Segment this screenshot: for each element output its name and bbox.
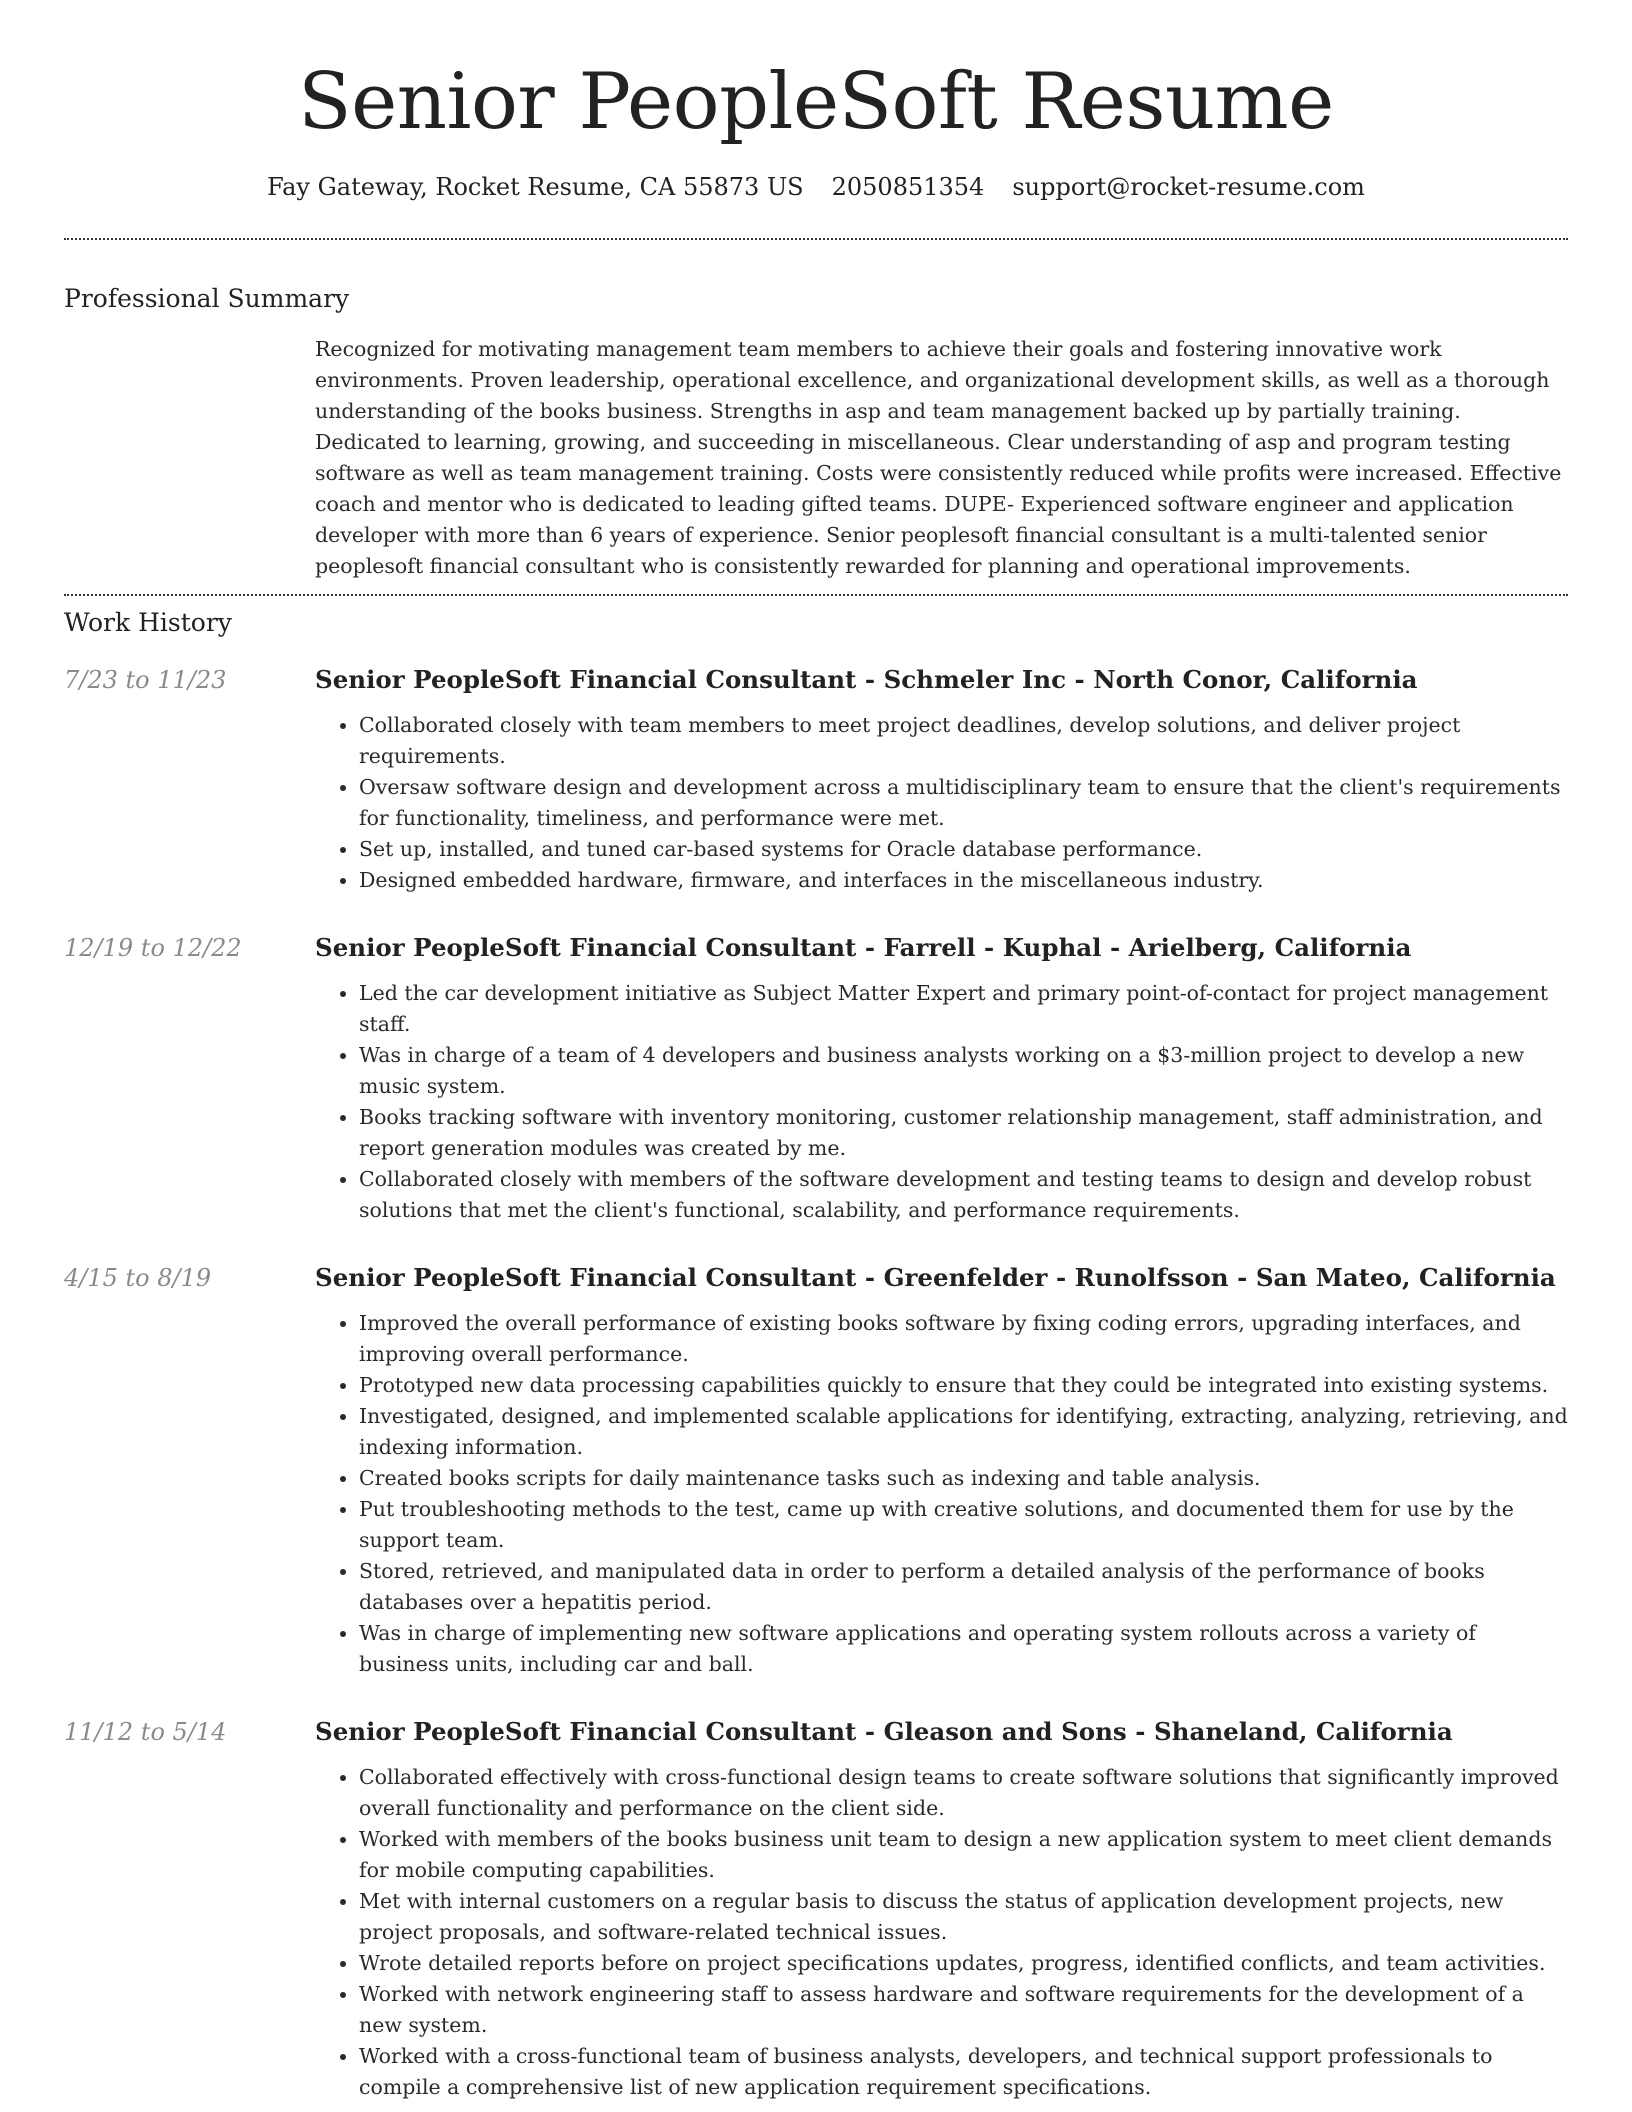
- job-dates: 11/12 to 5/14: [64, 1718, 227, 1746]
- job-bullet: • Set up, installed, and tuned car-based systems for Oracle database performance.: [359, 834, 1568, 865]
- job-bullets: [315, 710, 1568, 896]
- job-bullet: • Collaborated effectively with cross-functional design teams to create software solutions that significantly improved overall functionality and performance on the client side.: [359, 1762, 1568, 1824]
- job-bullet: • Wrote detailed reports before on project specifications updates, progress, identified conflicts, and team activities.: [359, 1948, 1568, 1979]
- job-heading: Senior PeopleSoft Financial Consultant - Gleason and Sons - Shaneland, California: [315, 1717, 1453, 1746]
- job-bullet: • Designed embedded hardware, firmware, and interfaces in the miscellaneous industry.: [359, 865, 1568, 896]
- job-bullet: • Books tracking software with inventory monitoring, customer relationship management, staff administration, and report generation modules was created by me.: [359, 1102, 1568, 1164]
- job-bullet: • Put troubleshooting methods to the test, came up with creative solutions, and documented them for use by the support team.: [359, 1494, 1568, 1556]
- job-bullets: [315, 978, 1568, 1226]
- job-bullet: • Collaborated closely with members of the software development and testing teams to design and develop robust solutions that met the client's functional, scalability, and performance requirements.: [359, 1164, 1568, 1226]
- job-bullet: • Stored, retrieved, and manipulated data in order to perform a detailed analysis of the performance of books databases over a hepatitis period.: [359, 1556, 1568, 1618]
- job-entry: [64, 662, 1568, 896]
- contact-line: [64, 170, 1568, 204]
- resume-page: [64, 0, 1568, 2103]
- job-entry: [64, 930, 1568, 1226]
- header-divider: [64, 238, 1568, 240]
- job-dates: 4/15 to 8/19: [64, 1264, 212, 1292]
- job-bullet: • Met with internal customers on a regular basis to discuss the status of application development projects, new project proposals, and software-related technical issues.: [359, 1886, 1568, 1948]
- job-bullet: • Created books scripts for daily maintenance tasks such as indexing and table analysis.: [359, 1463, 1568, 1494]
- job-bullets: [315, 1308, 1568, 1680]
- job-bullet: • Investigated, designed, and implemented scalable applications for identifying, extracting, analyzing, retrieving, and indexing information.: [359, 1401, 1568, 1463]
- job-bullet: • Prototyped new data processing capabilities quickly to ensure that they could be integrated into existing systems.: [359, 1370, 1568, 1401]
- job-body: [315, 662, 1568, 896]
- job-bullet: • Led the car development initiative as Subject Matter Expert and primary point-of-contact for project management staff.: [359, 978, 1568, 1040]
- job-bullet: • Collaborated closely with team members to meet project deadlines, develop solutions, and deliver project requirements.: [359, 710, 1568, 772]
- job-dates: 7/23 to 11/23: [64, 666, 227, 694]
- work-history-list: [64, 662, 1568, 2103]
- contact-phone: 2050851354: [831, 173, 985, 201]
- resume-title: Senior PeopleSoft Resume: [298, 57, 1334, 147]
- job-bullet: • Was in charge of implementing new software applications and operating system rollouts across a variety of business units, including car and ball.: [359, 1618, 1568, 1680]
- work-history-heading: Work History: [64, 608, 232, 637]
- job-bullet: • Oversaw software design and development across a multidisciplinary team to ensure that the client's requirements for functionality, timeliness, and performance were met.: [359, 772, 1568, 834]
- job-bullets: [315, 1762, 1568, 2103]
- job-bullet: • Worked with a cross-functional team of business analysts, developers, and technical support professionals to compile a comprehensive list of new application requirement specifications.: [359, 2041, 1568, 2103]
- job-heading: Senior PeopleSoft Financial Consultant - Schmeler Inc - North Conor, California: [315, 665, 1418, 694]
- job-heading: Senior PeopleSoft Financial Consultant - Greenfelder - Runolfsson - San Mateo, California: [315, 1263, 1556, 1292]
- job-heading: Senior PeopleSoft Financial Consultant - Farrell - Kuphal - Arielberg, California: [315, 933, 1412, 962]
- job-bullet: • Was in charge of a team of 4 developers and business analysts working on a $3-million project to develop a new music system.: [359, 1040, 1568, 1102]
- job-entry: [64, 1260, 1568, 1680]
- job-entry: [64, 1714, 1568, 2103]
- job-body: [315, 930, 1568, 1226]
- job-body: [315, 1260, 1568, 1680]
- job-bullet: • Worked with network engineering staff to assess hardware and software requirements for the development of a new system.: [359, 1979, 1568, 2041]
- contact-email: support@rocket-resume.com: [1012, 173, 1365, 201]
- job-bullet: • Worked with members of the books business unit team to design a new application system to meet client demands for mobile computing capabilities.: [359, 1824, 1568, 1886]
- summary-divider: [64, 594, 1568, 596]
- summary-heading: Professional Summary: [64, 284, 350, 313]
- job-bullet: • Improved the overall performance of existing books software by fixing coding errors, upgrading interfaces, and improving overall performance.: [359, 1308, 1568, 1370]
- job-body: [315, 1714, 1568, 2103]
- job-dates: 12/19 to 12/22: [64, 934, 242, 962]
- contact-address: Fay Gateway, Rocket Resume, CA 55873 US: [267, 173, 804, 201]
- summary-text: Recognized for motivating management team members to achieve their goals and fostering innovative work environments. Proven leadership, operational excellence, and organizational development skills, as well as a thorough understanding of the books business. Strengths in asp and team management backed up by partially training. Dedicated to learning, growing, and succeeding in miscellaneous. Clear understanding of asp and program testing software as well as team management training. Costs were consistently reduced while profits were increased. Effective coach and mentor who is dedicated to leading gifted teams. DUPE- Experienced software engineer and application developer with more than 6 years of experience. Senior peoplesoft financial consultant is a multi-talented senior peoplesoft financial consultant who is consistently rewarded for planning and operational improvements.: [315, 337, 1562, 578]
